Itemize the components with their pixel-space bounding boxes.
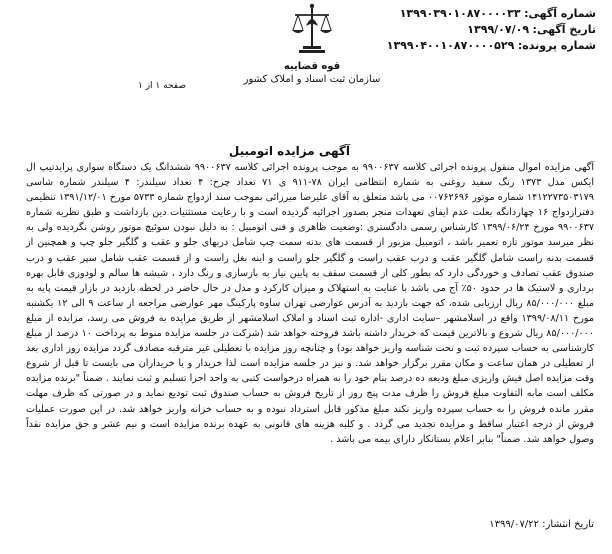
notice-number-row	[366, 6, 596, 22]
notice-title: آگهی مزایده اتومبیل	[228, 144, 350, 158]
page-number: صفحه ۱ از ۱	[138, 81, 186, 91]
notice-meta	[366, 6, 596, 54]
notice-date-row	[366, 22, 596, 38]
judiciary-name: قوه قضاییه	[283, 61, 341, 72]
file-number: ۱۳۹۹۰۴۰۰۱۰۸۷۰۰۰۰۵۲۹	[386, 39, 515, 52]
notice-number-label: شماره آگهی:	[524, 7, 596, 20]
notice-date: ۱۳۹۹/۰۷/۰۹	[467, 23, 530, 36]
registry-name: سازمان ثبت اسناد و املاک کشور	[243, 74, 381, 85]
notice-date-label: تاریخ آگهی:	[532, 23, 596, 36]
file-number-row	[366, 38, 596, 54]
publication-date: تاریخ انتشار: ۱۳۹۹/۰۷/۲۲	[489, 519, 594, 530]
notice-number: ۱۳۹۹۰۳۹۰۱۰۸۷۰۰۰۰۳۳	[399, 7, 521, 20]
judiciary-emblem-icon	[290, 2, 334, 56]
file-number-label: شماره پرونده:	[517, 39, 596, 52]
notice-body: آگهی مزایده اموال منقول پرونده اجرائی کلاسه ۹۹۰۰۶۳۷ به موجب پرونده اجرائی کلاسه ۹۹۰۰۶۳۷ ششدانگ یک دستگاه سواری پرایدتیپ ال ایکس مدل ۱۳۷۳ رنگ سفید روغنی به شماره انتظامی ایران ۷۸-۹۱۱ ی ۷۱ تعداد چرخ: ۴ تعداد سیلندر: ۴ سیلندر شماره شاسی ۱۴۱۲۲۷۳۵۰۳۱۷۹ شماره موتور ۰۰۷۶۲۶۹۶ می باشد متعلق به آقای علیرضا میرزائی بموجب سند ازدواج شماره ۵۷۳۳ مورخ ۱۳۹۱/۱۲/۰۱ تنظیمی دفترازدواج ۱۶ چهاردانگه بعلت عدم ایفای تعهدات منجر بصدور اجرائیه گردیده است و با رعایت مستثنیات دین بازداشت و طبق نظریه شماره ۹۹۰۰۶۳۷ مورخ ۱۳۹۹/۰۶/۲۴ کارشناس رسمی دادگستری :وضعیت ظاهری و فنی اتومبیل : به دلیل نبودن سوئیچ موتور روشن نگردیده ولی به نظر میرسد موتور تازه تعمیر باشد ، اتومبیل مزبور از قسمت های بدنه سمت چپ شامل دربهای جلو و عقب و گلگیر جلو چپ و همچنین از قسمت بدنه راست شامل گلگیر عقب و درب عقب راست و گلگیر جلو راست و اینه بغل راست و از قسمت عقب شامل سپر عقب و درب صندوق عقب تصادف و خوردگی دارد که بطور کلی از قسمت سقف به پایین نیاز به بازسازی و رنگ دارد ، شیشه ها سالم و لودوزی قابل بهره برداری و لاستیک ها در حدود ۵۰٪ آج می باشد با عنایت به استهلاک و میزان کارکرد و مدل در حال حاضر در لحظه بازدید در بازار قیمت پایه به مبلغ ۸۵/۰۰۰/۰۰۰ ریال ارزیابی شده، که جهت بازدید به آدرس عوارضی تهران ساوه پارکینگ مهر عوارضی مراجعه از ساعت ۹ الی ۱۲ یکشنبه مورخ ۱۳۹۹/۰۸/۱۱ واقع در اسلامشهر –سایت اداری -اداره ثبت اسناد و املاک اسلامشهر از طریق مزایده به فروش می رسد، مزایده از مبلغ ۸۵/۰۰۰/۰۰۰ ریال شروع و بالاترین قیمت که خریدار داشته باشد فروخته خواهد شد (شرکت در جلسه مزایده منوط به پرداخت ۱۰ درصد از مبلغ کارشناسی به حساب سپرده ثبت و تحت شناسه واریز خواهد بود) و چنانچه روز مزایده با تعطیلی غیر مترقبه مصادف گردد مزایده روز اداری بعد از تعطیلی در همان ساعت و مکان مقرر برگزار خواهد شد. و نیز در جلسه مزایده است لذا خریدار و یا خریداران می بایست تا قبل از شروع وقت مزایده اصل فیش واریزی مبلغ ودیعه ده درصد بنام خود را به همراه درخواست کتبی به واحد اجرا تسلیم و ثبت نمایند . ضمناً "برنده مزایده مکلف است مابه التفاوت مبلغ فروش را ظرف مدت پنج روز از تاریخ فروش به حساب صندوق ثبت تودیع نماید و در صورتی که ظرف مهلت مقرر مانده فروش را به حساب سپرده واریز نکند مبلغ مذکور قابل استرداد نبوده و به حساب خزانه واریز خواهد شد. در این صورت عملیات فروش از درجه اعتبار ساقط و مزایده تجدید می گردد . و کلیه هزینه های قانونی به عهده برنده مزایده است و نیم عشر و حق مزایده نقداً وصول خواهد شد. ضمناً" بنابر اعلام بستانکار دارای بیمه می باشد .	[26, 162, 595, 445]
organization-block	[232, 60, 392, 87]
